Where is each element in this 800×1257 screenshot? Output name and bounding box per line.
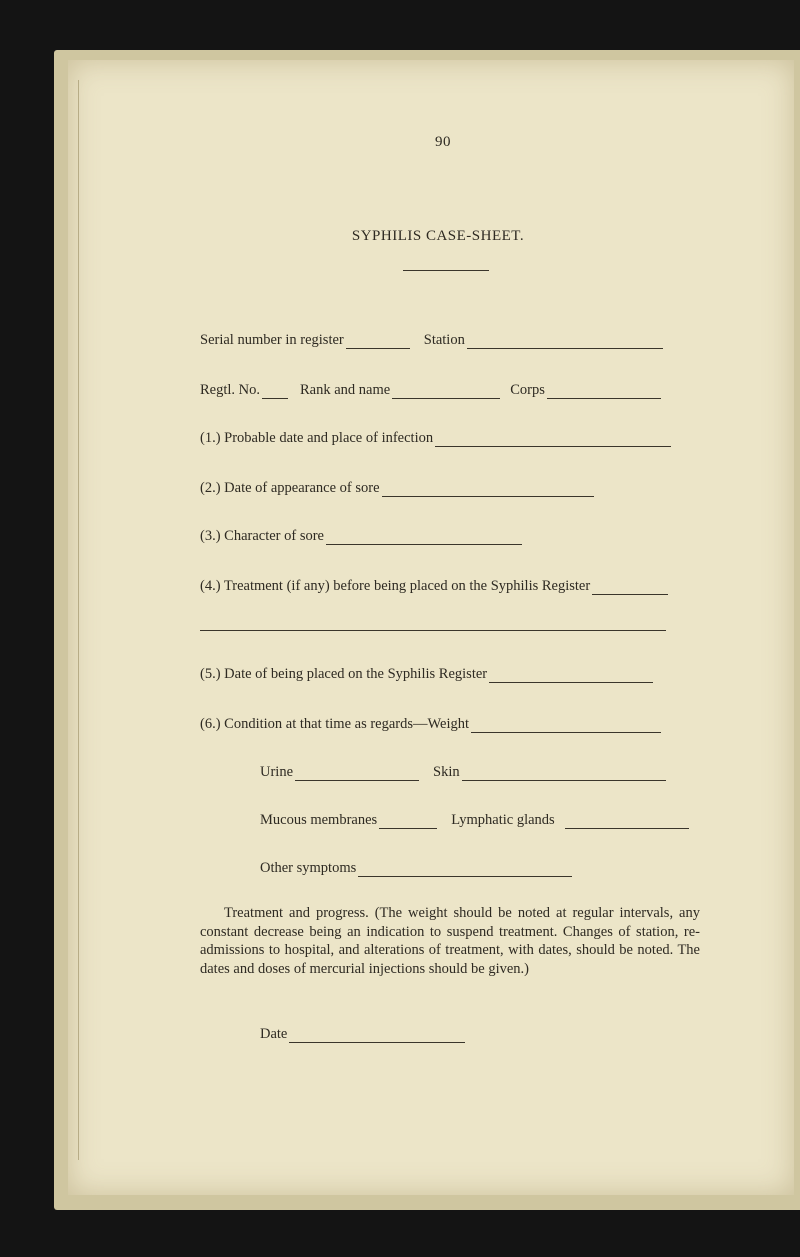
question-6-row [200, 716, 661, 733]
corps-field[interactable] [547, 386, 661, 399]
question-3-label: (3.) Character of sore [200, 528, 324, 544]
question-5-field[interactable] [489, 670, 653, 683]
weight-field[interactable] [471, 720, 661, 733]
question-2-label: (2.) Date of appearance of sore [200, 480, 380, 496]
rank-label: Rank and name [300, 382, 391, 398]
lymphatic-field[interactable] [565, 816, 689, 829]
question-4-label: (4.) Treatment (if any) before being placed on the Syphilis Register [200, 578, 591, 594]
regtl-label: Regtl. No. [200, 382, 261, 398]
question-1-row [200, 430, 671, 447]
serial-field[interactable] [346, 336, 410, 349]
page-title: SYPHILIS CASE-SHEET. [351, 228, 525, 244]
date-row [260, 1026, 465, 1043]
skin-field[interactable] [462, 768, 666, 781]
station-field[interactable] [467, 336, 663, 349]
question-5-label: (5.) Date of being placed on the Syphilis Register [200, 666, 488, 682]
serial-label: Serial number in register [200, 332, 344, 348]
question-2-row [200, 480, 594, 497]
question-6-label: (6.) Condition at that time as regards—Weight [200, 716, 470, 732]
corps-label: Corps [510, 382, 545, 398]
skin-label: Skin [433, 764, 460, 780]
section-divider [200, 630, 666, 631]
question-3-field[interactable] [326, 532, 522, 545]
lymphatic-label: Lymphatic glands [451, 812, 555, 828]
question-2-field[interactable] [382, 484, 594, 497]
date-label: Date [260, 1026, 288, 1042]
mucous-field[interactable] [379, 816, 437, 829]
mucous-label: Mucous membranes [260, 812, 378, 828]
regtl-row [200, 382, 661, 399]
other-symptoms-label: Other symptoms [260, 860, 357, 876]
urine-skin-row [260, 764, 666, 781]
question-1-label: (1.) Probable date and place of infection [200, 430, 434, 446]
question-3-row [200, 528, 522, 545]
other-symptoms-field[interactable] [358, 864, 572, 877]
question-1-field[interactable] [435, 434, 671, 447]
rank-field[interactable] [392, 386, 500, 399]
treatment-instructions: Treatment and progress. (The weight should be noted at regular intervals, any constant decrease being an indication to suspend treatment. Changes of station, re-admissions to hospital, and alterations of treatment, with dates, should be noted. The dates and doses of mercurial injections should be given.) [200, 905, 700, 977]
other-symptoms-row [260, 860, 572, 877]
serial-row [200, 332, 663, 349]
page-number: 90 [435, 134, 451, 150]
mucous-lymphatic-row [260, 812, 689, 829]
urine-label: Urine [260, 764, 294, 780]
question-5-row [200, 666, 653, 683]
question-4-row [200, 578, 668, 595]
regtl-field[interactable] [262, 386, 288, 399]
document-page [68, 60, 794, 1195]
urine-field[interactable] [295, 768, 419, 781]
station-label: Station [423, 332, 465, 348]
date-field[interactable] [289, 1030, 465, 1043]
title-rule [403, 270, 489, 271]
question-4-field[interactable] [592, 582, 668, 595]
